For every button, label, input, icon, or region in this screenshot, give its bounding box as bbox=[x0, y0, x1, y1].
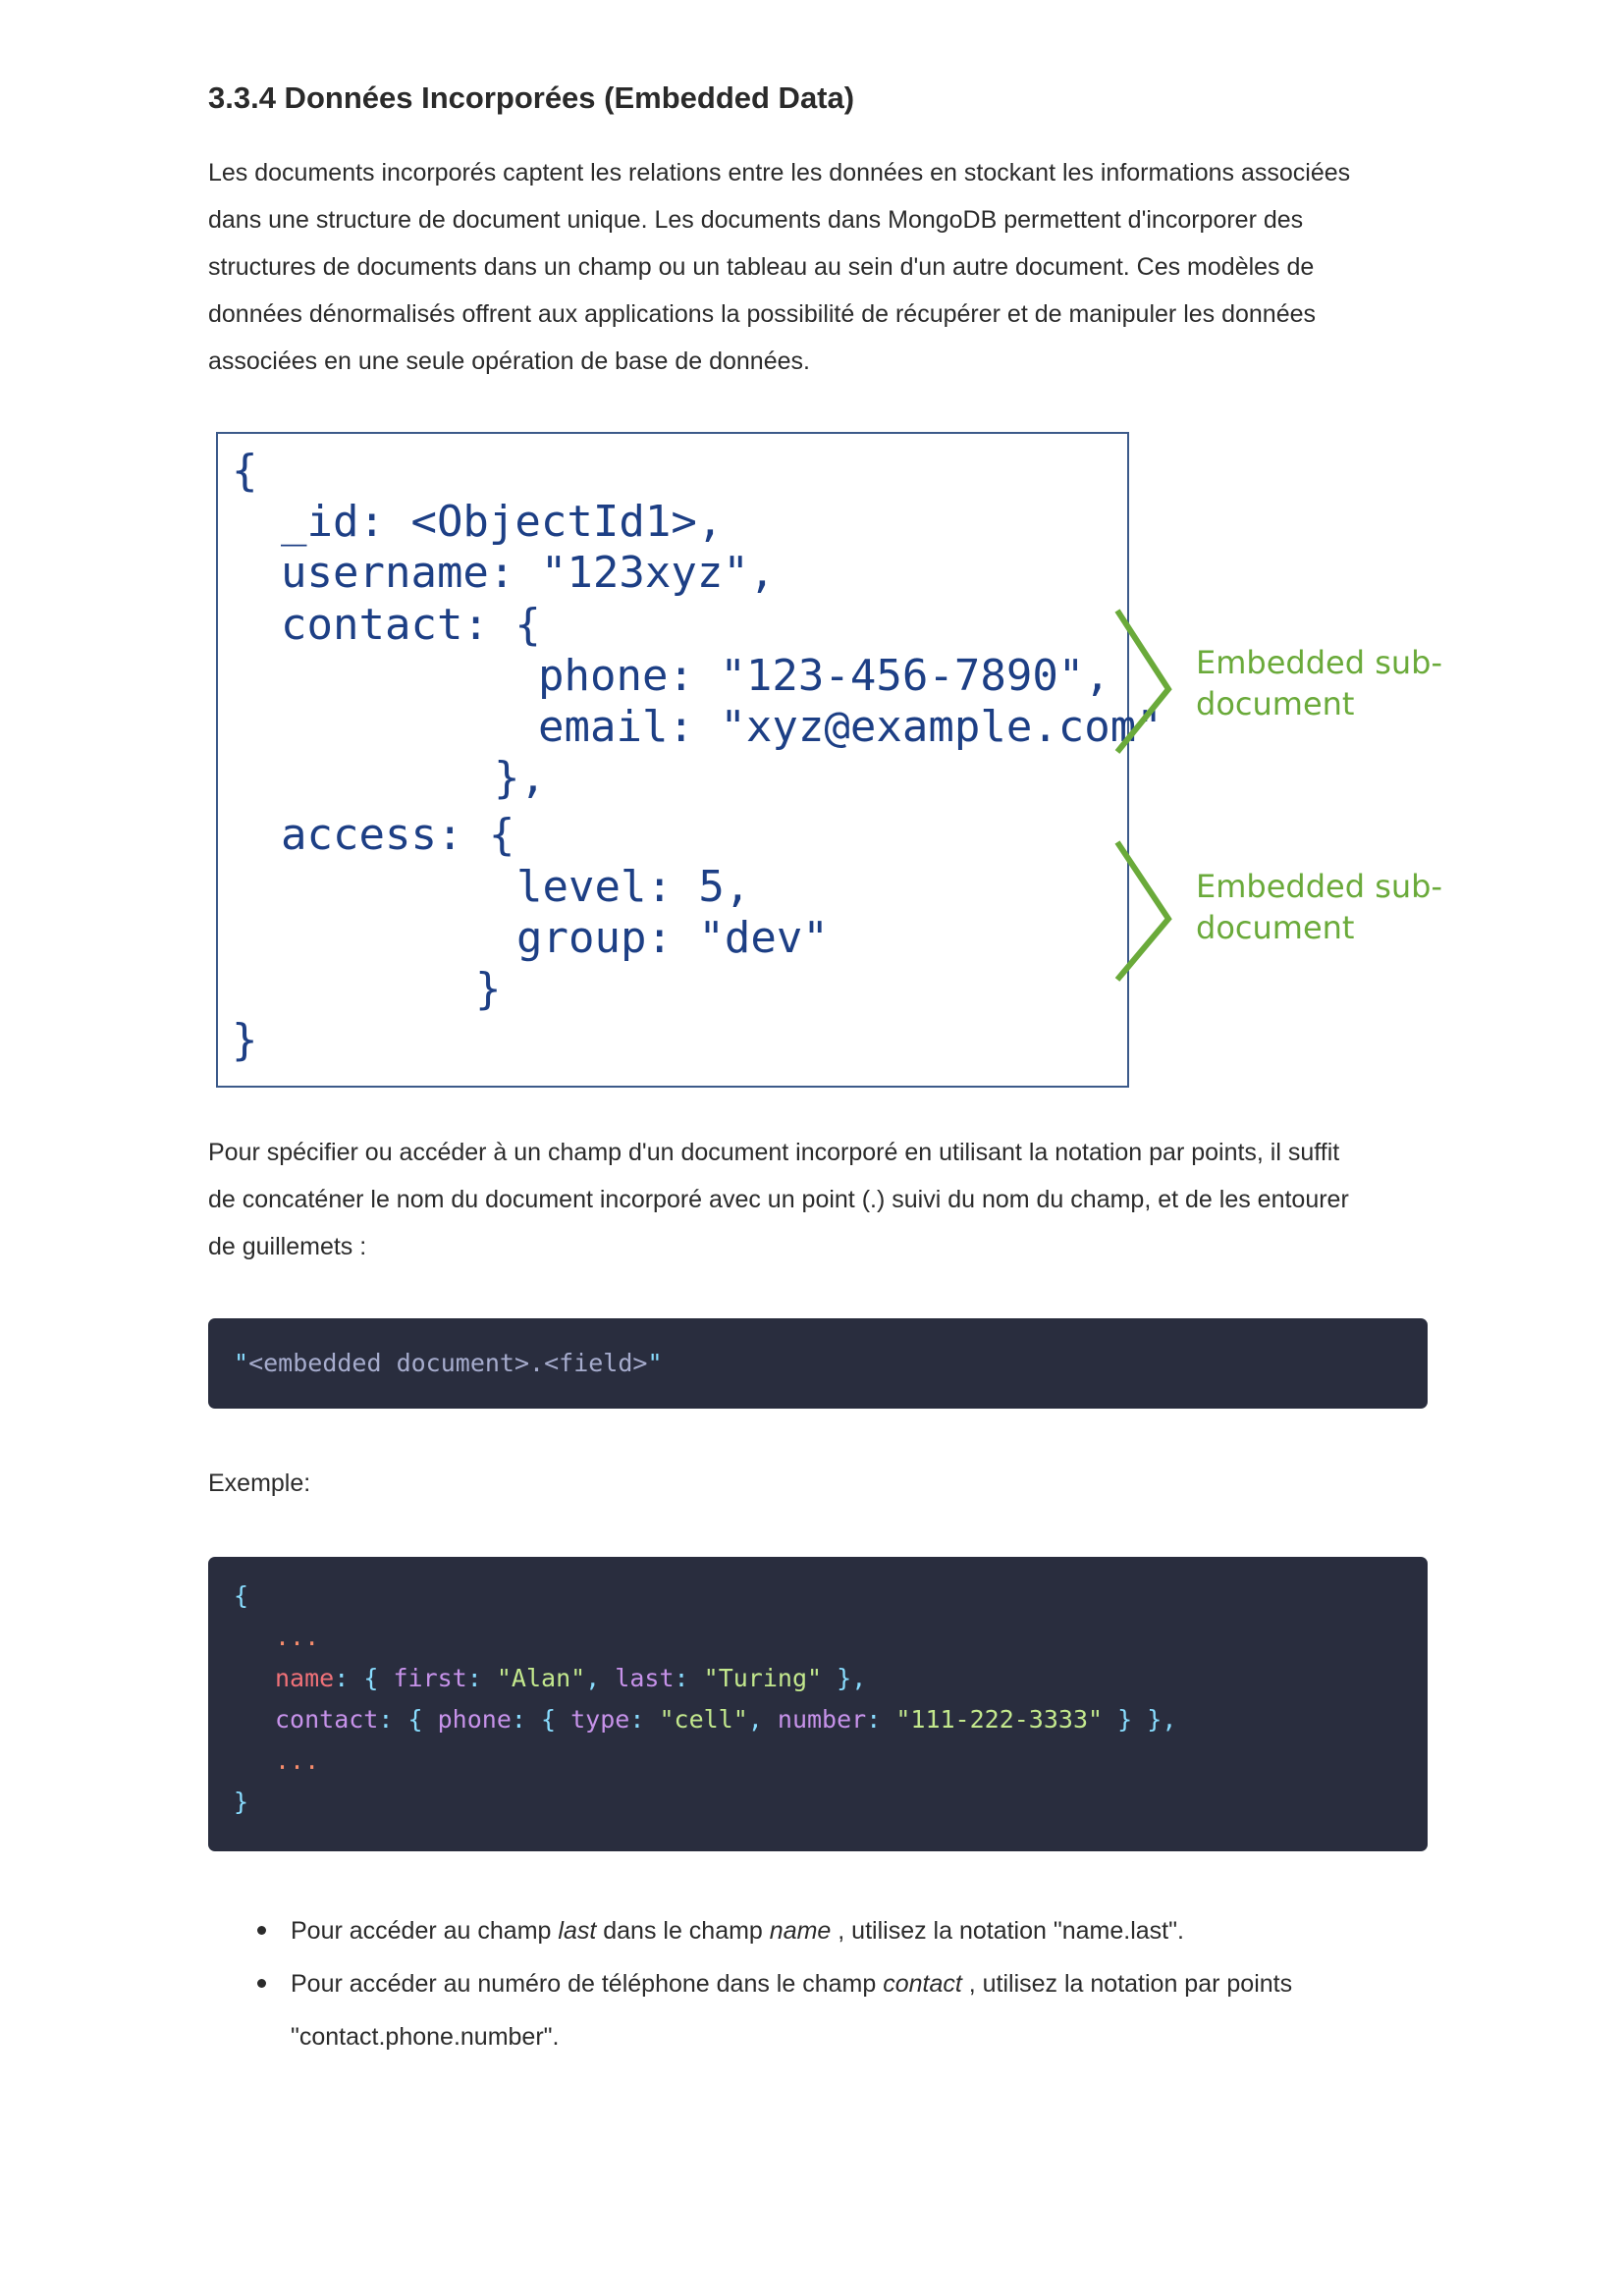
code-line: "<embedded document>.<field>" bbox=[234, 1349, 663, 1377]
section-heading: 3.3.4 Données Incorporées (Embedded Data) bbox=[208, 80, 855, 115]
intro-paragraph bbox=[208, 149, 1426, 385]
paragraph-line: Pour spécifier ou accéder à un champ d'un document incorporé en utilisant la notation par points, il suffit bbox=[208, 1139, 1340, 1166]
diagram-line: access: { bbox=[281, 810, 515, 860]
code-line: ... bbox=[275, 1746, 320, 1775]
intro-line: Les documents incorporés captent les relations entre les données en stockant les informations associées bbox=[208, 159, 1351, 187]
code-line: contact: { phone: { type: "cell", number: "111-222-3333" } }, bbox=[275, 1705, 1177, 1734]
paragraph-line: de guillemets : bbox=[208, 1233, 367, 1260]
diagram-line: } bbox=[232, 1015, 258, 1065]
intro-line: données dénormalisés offrent aux applications la possibilité de récupérer et de manipuler les données bbox=[208, 300, 1317, 328]
diagram-line: username: "123xyz", bbox=[281, 548, 776, 598]
diagram-line: _id: <ObjectId1>, bbox=[281, 497, 724, 547]
bullet-item: Pour accéder au champ last dans le champ name , utilisez la notation "name.last". bbox=[208, 1904, 1426, 1957]
dot-notation-paragraph bbox=[208, 1129, 1426, 1270]
bullet-item: Pour accéder au numéro de téléphone dans le champ contact , utilisez la notation par points "contact.phone.number". bbox=[208, 1957, 1426, 2063]
diagram-line: phone: "123-456-7890", bbox=[538, 651, 1110, 701]
angle-bracket-icon bbox=[1117, 611, 1168, 752]
diagram-line: group: "dev" bbox=[516, 913, 829, 963]
example-label: Exemple: bbox=[208, 1469, 311, 1497]
diagram-line: email: "xyz@example.com" bbox=[538, 702, 1163, 752]
intro-line: dans une structure de document unique. Les documents dans MongoDB permettent d'incorporer des bbox=[208, 206, 1304, 234]
intro-line: associées en une seule opération de base de données. bbox=[208, 347, 810, 375]
diagram-line: { bbox=[232, 446, 258, 496]
diagram-line: level: 5, bbox=[516, 862, 751, 912]
diagram-line: contact: { bbox=[281, 600, 541, 650]
code-line: ... bbox=[275, 1623, 320, 1651]
embedded-sub-document-label: Embedded sub- document bbox=[1196, 644, 1442, 722]
diagram-line: }, bbox=[494, 753, 546, 803]
code-line: } bbox=[234, 1788, 249, 1816]
bullet-list bbox=[208, 1904, 1426, 2063]
bullet-dot-icon bbox=[257, 1926, 266, 1935]
diagram-line: } bbox=[475, 964, 502, 1014]
code-line: { bbox=[234, 1581, 249, 1610]
embedded-brace-icons bbox=[216, 432, 1442, 1099]
example-code-block bbox=[208, 1557, 1428, 1851]
paragraph-line: de concaténer le nom du document incorporé avec un point (.) suivi du nom du champ, et de les entourer bbox=[208, 1186, 1349, 1213]
dot-notation-code-block bbox=[208, 1318, 1428, 1409]
angle-bracket-icon bbox=[1117, 842, 1168, 980]
embedded-sub-document-label: Embedded sub- document bbox=[1196, 868, 1442, 946]
embedded-document-diagram bbox=[216, 432, 1442, 1099]
code-line: name: { first: "Alan", last: "Turing" }, bbox=[275, 1664, 867, 1692]
intro-line: structures de documents dans un champ ou un tableau au sein d'un autre document. Ces modèles de bbox=[208, 253, 1315, 281]
bullet-dot-icon bbox=[257, 1979, 266, 1988]
